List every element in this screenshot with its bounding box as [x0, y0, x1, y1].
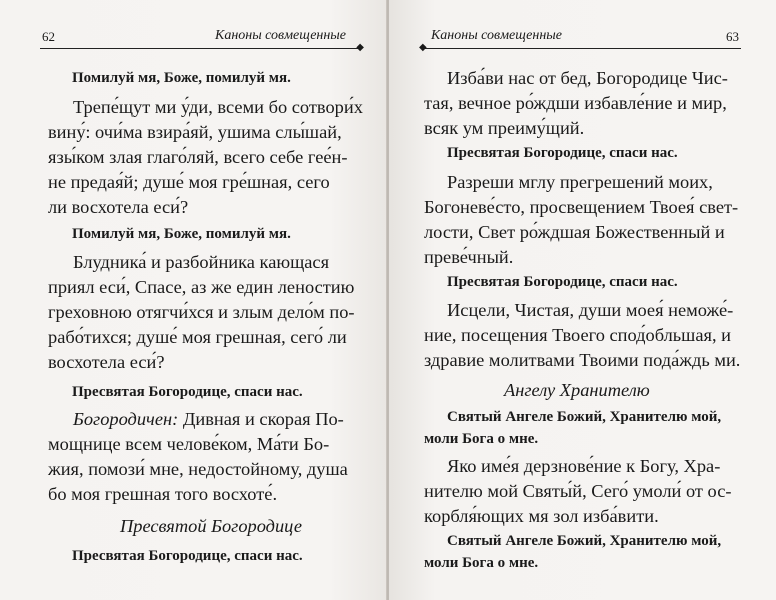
page-number: 62 [42, 29, 55, 44]
verse-line: нителю мой Святы́й, Сего́ умоли́ от ос- [424, 481, 732, 501]
verse-line: Исцели, Чистая, души моея́ неможе́- [447, 300, 734, 320]
verse-line: не предая́й; душе́ моя гре́шная, сего [48, 172, 330, 192]
verse-line: ли восхотела еси́? [48, 197, 189, 217]
refrain: Пресвятая Богородице, спаси нас. [72, 384, 303, 400]
refrain: Святый Ангеле Божий, Хранителю мой, [447, 409, 722, 425]
verse-line: Изба́ви нас от бед, Богородице Чис- [447, 68, 728, 88]
verse-text: Дивная и скорая По- [182, 409, 344, 429]
refrain: Помилуй мя, Боже, помилуй мя. [72, 70, 291, 86]
right-page [389, 0, 776, 600]
verse-line: вину́: очи́ма взира́яй, ушима слы́шай, [48, 122, 342, 142]
refrain: Святый Ангеле Божий, Хранителю мой, [447, 533, 722, 549]
verse-line: лости, Свет ро́ждшая Божественный и [424, 222, 725, 242]
verse-line: преве́чный. [424, 247, 514, 267]
verse-line: восхотела еси́? [48, 352, 165, 372]
refrain: Пресвятая Богородице, спаси нас. [447, 145, 678, 161]
refrain: моли Бога о мне. [424, 555, 539, 571]
verse-line: Разреши мглу прегрешений моих, [447, 172, 713, 192]
header-rule [419, 42, 741, 53]
verse-line: Яко име́я дерзнове́ние к Богу, Хра- [447, 456, 721, 476]
verse-line: Блудника́ и разбойника кающася [73, 252, 330, 272]
ornament-icon: ◆ [419, 42, 427, 53]
left-page [0, 0, 387, 600]
verse-line: здравие молитвами Твоими пода́ждь ми. [424, 350, 741, 370]
verse-line: Богоневе́сто, просвещением Твоея́ свет- [424, 197, 739, 217]
refrain: Помилуй мя, Боже, помилуй мя. [72, 226, 291, 242]
verse-line: мощнице всем челове́ком, Ма́ти Бо- [48, 434, 330, 454]
page-number: 63 [726, 29, 739, 44]
verse-line: тая, вечное ро́ждши избавле́ние и мир, [424, 93, 727, 113]
ornament-icon: ◆ [356, 42, 364, 53]
refrain: Пресвятая Богородице, спаси нас. [447, 274, 678, 290]
refrain: Пресвятая Богородице, спаси нас. [72, 548, 303, 564]
header-rule [40, 42, 364, 53]
right-page-header [419, 27, 741, 53]
refrain: моли Бога о мне. [424, 431, 539, 447]
verse-line: рабо́тихся; душе́ моя грешная, сего́ ли [48, 327, 347, 347]
verse-line: жия, помози́ мне, недостойному, душа [48, 459, 348, 479]
theotokion-label: Богородичен: [73, 409, 179, 429]
left-page-header [40, 27, 364, 53]
verse-line [73, 409, 344, 430]
section-heading: Ангелу Хранителю [504, 380, 650, 400]
verse-line: язы́ком злая глаго́ляй, всего себе гее́н- [48, 147, 348, 167]
verse-line: Трепе́щут ми у́ди, всеми бо сотвори́х [73, 97, 363, 117]
verse-line: греховною отягчи́хся и злым дело́м по- [48, 302, 355, 322]
running-title: Каноны совмещенные [215, 28, 346, 43]
verse-line: корбля́ющих мя зол изба́вити. [424, 506, 659, 526]
verse-line: ние, посещения Твоего спод́обльшая, и [424, 325, 731, 345]
running-title: Каноны совмещенные [431, 28, 562, 43]
verse-line: приял еси́, Спасе, аз же един леностию [48, 277, 355, 297]
verse-line: бо моя грешная того восхоте́. [48, 484, 278, 504]
section-heading: Пресвятой Богородице [120, 516, 302, 536]
verse-line: всяк ум преиму́щий. [424, 118, 585, 138]
